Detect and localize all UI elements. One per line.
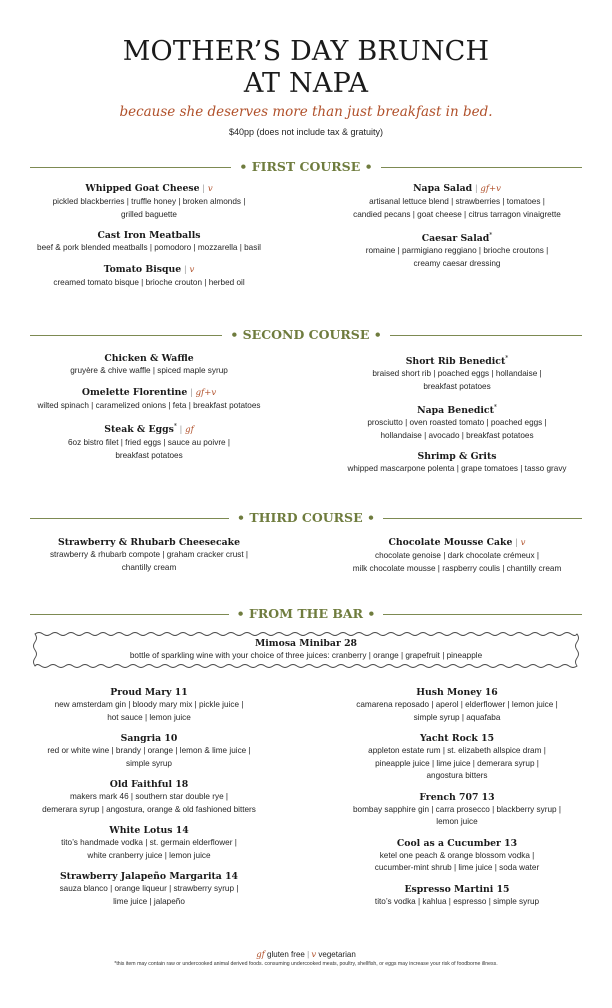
item-desc: grilled baguette (121, 209, 177, 219)
item-desc: strawberry & rhubarb compote | graham cracker crust | (49, 550, 249, 559)
item-desc: creamed tomato bisque | brioche crouton | herbed oil (53, 277, 245, 287)
menu-item: Napa Salad | gf+v artisanal lettuce blend | strawberries | tomatoes | candied pecans | goat cheese | citrus tarragon vinaigrette (318, 182, 596, 221)
item-name: Caesar Salad (421, 233, 490, 245)
gluten-free-vegetarian-tag: gf+v (195, 387, 217, 398)
item-desc: beef & pork blended meatballs | pomodoro | mozzarella | basil (37, 243, 261, 252)
item-name: Strawberry Jalapeño Margarita 14 (59, 871, 239, 882)
item-desc: pineapple juice | lime juice | demerara syrup | (375, 758, 539, 768)
vegetarian-tag: v (311, 950, 317, 960)
item-desc: cucumber-mint shrub | lime juice | soda water (374, 863, 540, 872)
menu-item (318, 732, 596, 783)
menu-item (10, 229, 288, 255)
third-course-right (318, 536, 596, 583)
item-desc: lime juice | jalapeño (113, 896, 185, 906)
item-desc: demerara syrup | angostura, orange & old fashioned bitters (42, 804, 256, 814)
item-desc: pickled blackberries | truffle honey | broken almonds | (52, 197, 246, 206)
section-first-course (30, 160, 582, 174)
section-title: • FIRST COURSE • (235, 159, 376, 174)
section-title: • FROM THE BAR • (233, 606, 380, 621)
item-name: French 707 13 (419, 791, 495, 803)
item-desc: braised short rib | poached eggs | hollandaise | (372, 369, 542, 379)
item-desc: breakfast potatoes (115, 450, 183, 460)
menu-item: Tomato Bisque | v creamed tomato bisque | brioche crouton | herbed oil (10, 263, 288, 290)
menu-item (10, 732, 288, 770)
item-desc: romaine | parmigiano reggiano | brioche croutons | (365, 246, 549, 256)
menu-item: Steak & Eggs* | gf 6oz bistro filet | fried eggs | sauce au poivre | breakfast potatoes (10, 420, 288, 462)
third-course-left (10, 536, 288, 582)
item-desc: wilted spinach | caramelized onions | feta | breakfast potatoes (37, 400, 261, 410)
item-desc: white cranberry juice | lemon juice (87, 850, 211, 860)
menu-item (10, 778, 288, 816)
item-desc: bombay sapphire gin | carra prosecco | blackberry syrup | (353, 804, 561, 814)
menu-item: Chocolate Mousse Cake | v chocolate genoise | dark chocolate crémeux | milk chocolate mousse | raspberry coulis | chantilly cream (318, 536, 596, 575)
item-desc: candied pecans | goat cheese | citrus tarragon vinaigrette (353, 209, 561, 219)
item-name: Whipped Goat Cheese (85, 183, 200, 194)
menu-item (318, 883, 596, 909)
item-desc: bottle of sparkling wine with your choice of three juices: cranberry | orange | grapefruit | pineapple (129, 651, 483, 660)
menu-item (10, 824, 288, 862)
item-desc: tito’s handmade vodka | st. germain elderflower | (61, 838, 237, 847)
item-name: Steak & Eggs (104, 424, 174, 436)
menu-item: Caesar Salad* romaine | parmigiano reggiano | brioche croutons | creamy caesar dressing (318, 229, 596, 270)
item-name: Sangria 10 (120, 733, 178, 744)
menu-item (318, 450, 596, 476)
item-desc: camarena reposado | aperol | elderflower | lemon juice | (356, 700, 558, 709)
gluten-free-tag: gf (185, 425, 194, 436)
item-desc: creamy caesar dressing (413, 258, 501, 268)
menu-item (10, 870, 288, 908)
first-course-left (10, 182, 288, 297)
item-desc: chantilly cream (121, 562, 177, 572)
menu-item (10, 352, 288, 378)
item-desc: simple syrup (126, 758, 172, 768)
raw-food-footnote: *this item may contain raw or undercooked animal derived foods. consuming undercooked meats, poultry, shellfish, or eggs may increase your risk of foodborne illness. (114, 961, 498, 967)
item-name: Tomato Bisque (103, 263, 182, 275)
item-name: Strawberry & Rhubarb Cheesecake (58, 537, 240, 548)
item-name: Proud Mary 11 (110, 687, 188, 698)
item-desc: makers mark 46 | southern star double rye | (69, 792, 229, 801)
item-desc: simple syrup | aquafaba (413, 712, 501, 722)
bar-right (318, 686, 596, 916)
bar-left (10, 686, 288, 916)
vegetarian-tag: v (207, 184, 213, 194)
mimosa-minibar-box (32, 631, 580, 669)
item-desc: breakfast potatoes (423, 381, 491, 391)
menu-title-line2: AT NAPA (243, 68, 369, 99)
item-desc: gruyère & chive waffle | spiced maple syrup (70, 366, 228, 375)
menu-item (318, 791, 596, 829)
item-desc: whipped mascarpone polenta | grape tomatoes | tasso gravy (347, 464, 567, 474)
menu-item (10, 536, 288, 574)
menu-item: Napa Benedict* prosciutto | oven roasted tomato | poached eggs | hollandaise | avocado | breakfast potatoes (318, 401, 596, 442)
item-desc: tito’s vodka | kahlua | espresso | simple syrup (374, 896, 540, 906)
item-name: Espresso Martini 15 (404, 883, 510, 895)
gluten-free-tag: gf (256, 950, 265, 960)
gluten-free-vegetarian-tag: gf+v (480, 184, 501, 194)
legend-gf-text: gluten free (264, 950, 308, 959)
item-desc: hot sauce | lemon juice (107, 712, 191, 722)
item-desc: red or white wine | brandy | orange | lemon & lime juice | (47, 746, 251, 755)
item-desc: angostura bitters (426, 771, 488, 780)
item-desc: hollandaise | avocado | breakfast potatoes (380, 430, 534, 440)
item-desc: appleton estate rum | st. elizabeth allspice dram | (368, 746, 546, 755)
menu-item (318, 837, 596, 875)
item-name: Old Faithful 18 (109, 779, 189, 790)
item-desc: sauza blanco | orange liqueur | strawberry syrup | (59, 884, 239, 893)
second-course-right (318, 352, 596, 484)
section-from-the-bar (30, 607, 582, 621)
section-title: • SECOND COURSE • (226, 327, 385, 342)
item-name: Short Rib Benedict (405, 356, 506, 368)
menu-item: Omelette Florentine | gf+v wilted spinach | caramelized onions | feta | breakfast potatoes (10, 386, 288, 413)
item-desc: lemon juice (436, 817, 478, 826)
item-name: Cast Iron Meatballs (97, 230, 201, 241)
menu-item: Short Rib Benedict* braised short rib | poached eggs | hollandaise | breakfast potatoes (318, 352, 596, 393)
section-second-course (30, 328, 582, 342)
item-desc: new amsterdam gin | bloody mary mix | pickle juice | (54, 700, 244, 709)
menu-item (10, 686, 288, 724)
price-note: $40pp (does not include tax & gratuity) (228, 127, 384, 137)
item-desc: 6oz bistro filet | fried eggs | sauce au poivre | (67, 438, 231, 448)
section-title: • THIRD COURSE • (233, 510, 379, 525)
item-desc: milk chocolate mousse | raspberry coulis | chantilly cream (352, 563, 562, 573)
item-name: Shrimp & Grits (417, 451, 497, 463)
item-name: Napa Benedict (417, 405, 494, 417)
menu-item (318, 686, 596, 724)
item-name: Omelette Florentine (81, 386, 188, 398)
item-name: Cool as a Cucumber 13 (396, 837, 518, 849)
first-course-right (318, 182, 596, 278)
tagline: because she deserves more than just breakfast in bed. (119, 104, 493, 120)
item-desc: chocolate genoise | dark chocolate crémeux | (374, 551, 539, 560)
item-name: Hush Money 16 (416, 687, 498, 698)
vegetarian-tag: v (189, 264, 195, 275)
section-third-course (30, 511, 582, 525)
item-name: Chicken & Waffle (104, 353, 194, 364)
item-name: Chocolate Mousse Cake (388, 537, 513, 548)
item-name: Napa Salad (413, 183, 473, 194)
menu-item: Whipped Goat Cheese | v pickled blackberries | truffle honey | broken almonds | grilled baguette (10, 182, 288, 221)
legend-v-text: vegetarian (316, 950, 356, 959)
item-name: Mimosa Minibar 28 (254, 638, 358, 649)
item-name: Yacht Rock 15 (419, 733, 495, 744)
menu-title-line1: MOTHER’S DAY BRUNCH (122, 36, 490, 67)
second-course-left (10, 352, 288, 470)
item-desc: ketel one peach & orange blossom vodka | (379, 850, 535, 860)
vegetarian-tag: v (520, 538, 526, 548)
dietary-legend: gf gluten free | v vegetarian (256, 950, 356, 960)
item-desc: artisanal lettuce blend | strawberries | tomatoes | (369, 197, 545, 206)
item-name: White Lotus 14 (109, 825, 189, 836)
item-desc: prosciutto | oven roasted tomato | poached eggs | (367, 418, 547, 428)
